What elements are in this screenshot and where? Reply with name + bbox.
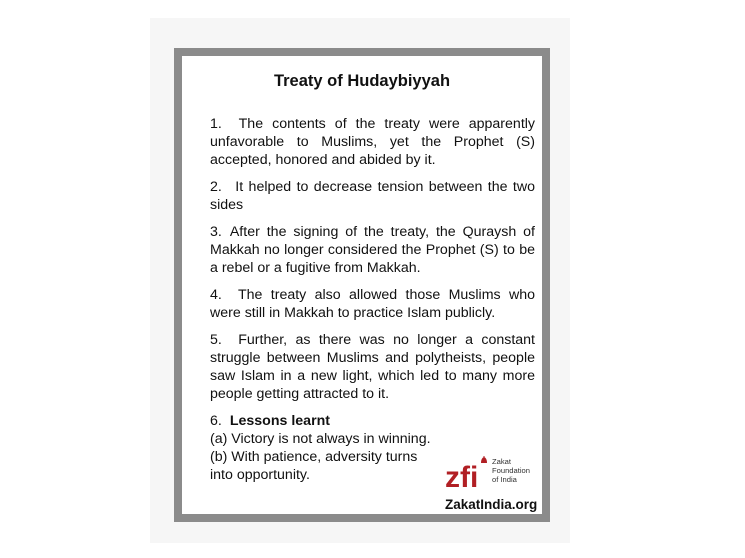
point-text: The treaty also allowed those Muslims who were still in Makkah to practice Islam publicly.	[210, 287, 535, 321]
point-3	[210, 223, 535, 277]
point-4	[210, 286, 535, 322]
point-5	[210, 331, 535, 403]
point-text: After the signing of the treaty, the Quraysh of Makkah no longer considered the Prophet (S) to be a rebel or a fugitive from Makkah.	[210, 224, 535, 276]
point-text: Further, as there was no longer a constant struggle between Muslims and polytheists, people saw Islam in a new light, which led to many more people getting attracted to it.	[210, 332, 535, 402]
lesson-b-line1: (b) With patience, adversity turns	[210, 449, 418, 465]
website-link[interactable]: ZakatIndia.org	[445, 497, 538, 512]
card-body	[210, 115, 535, 484]
info-card	[174, 48, 550, 522]
point-text: The contents of the treaty were apparently unfavorable to Muslims, yet the Prophet (S) accepted, honored and abided by it.	[210, 116, 536, 168]
org-name-line: Foundation	[492, 466, 530, 475]
lessons-number: 6.	[210, 413, 222, 429]
svg-text:zfi: zfi	[445, 461, 479, 492]
point-number: 5.	[210, 332, 222, 348]
point-1	[210, 115, 535, 169]
point-number: 4.	[210, 287, 222, 303]
point-text: It helped to decrease tension between the two sides	[210, 179, 535, 213]
org-name-line: Zakat	[492, 457, 511, 466]
card-title: Treaty of Hudaybiyyah	[273, 72, 451, 90]
lessons-heading: Lessons learnt	[229, 413, 330, 429]
zfi-logo-icon	[445, 456, 491, 492]
point-2	[210, 178, 535, 214]
point-number: 3.	[210, 224, 222, 240]
lesson-a: (a) Victory is not always in winning.	[210, 431, 431, 447]
zfi-logo	[445, 448, 545, 518]
lesson-b-line2: into opportunity.	[210, 467, 310, 483]
org-name	[492, 457, 530, 484]
org-name-line: of India	[492, 475, 517, 484]
point-number: 2.	[210, 179, 222, 195]
point-number: 1.	[210, 116, 222, 132]
